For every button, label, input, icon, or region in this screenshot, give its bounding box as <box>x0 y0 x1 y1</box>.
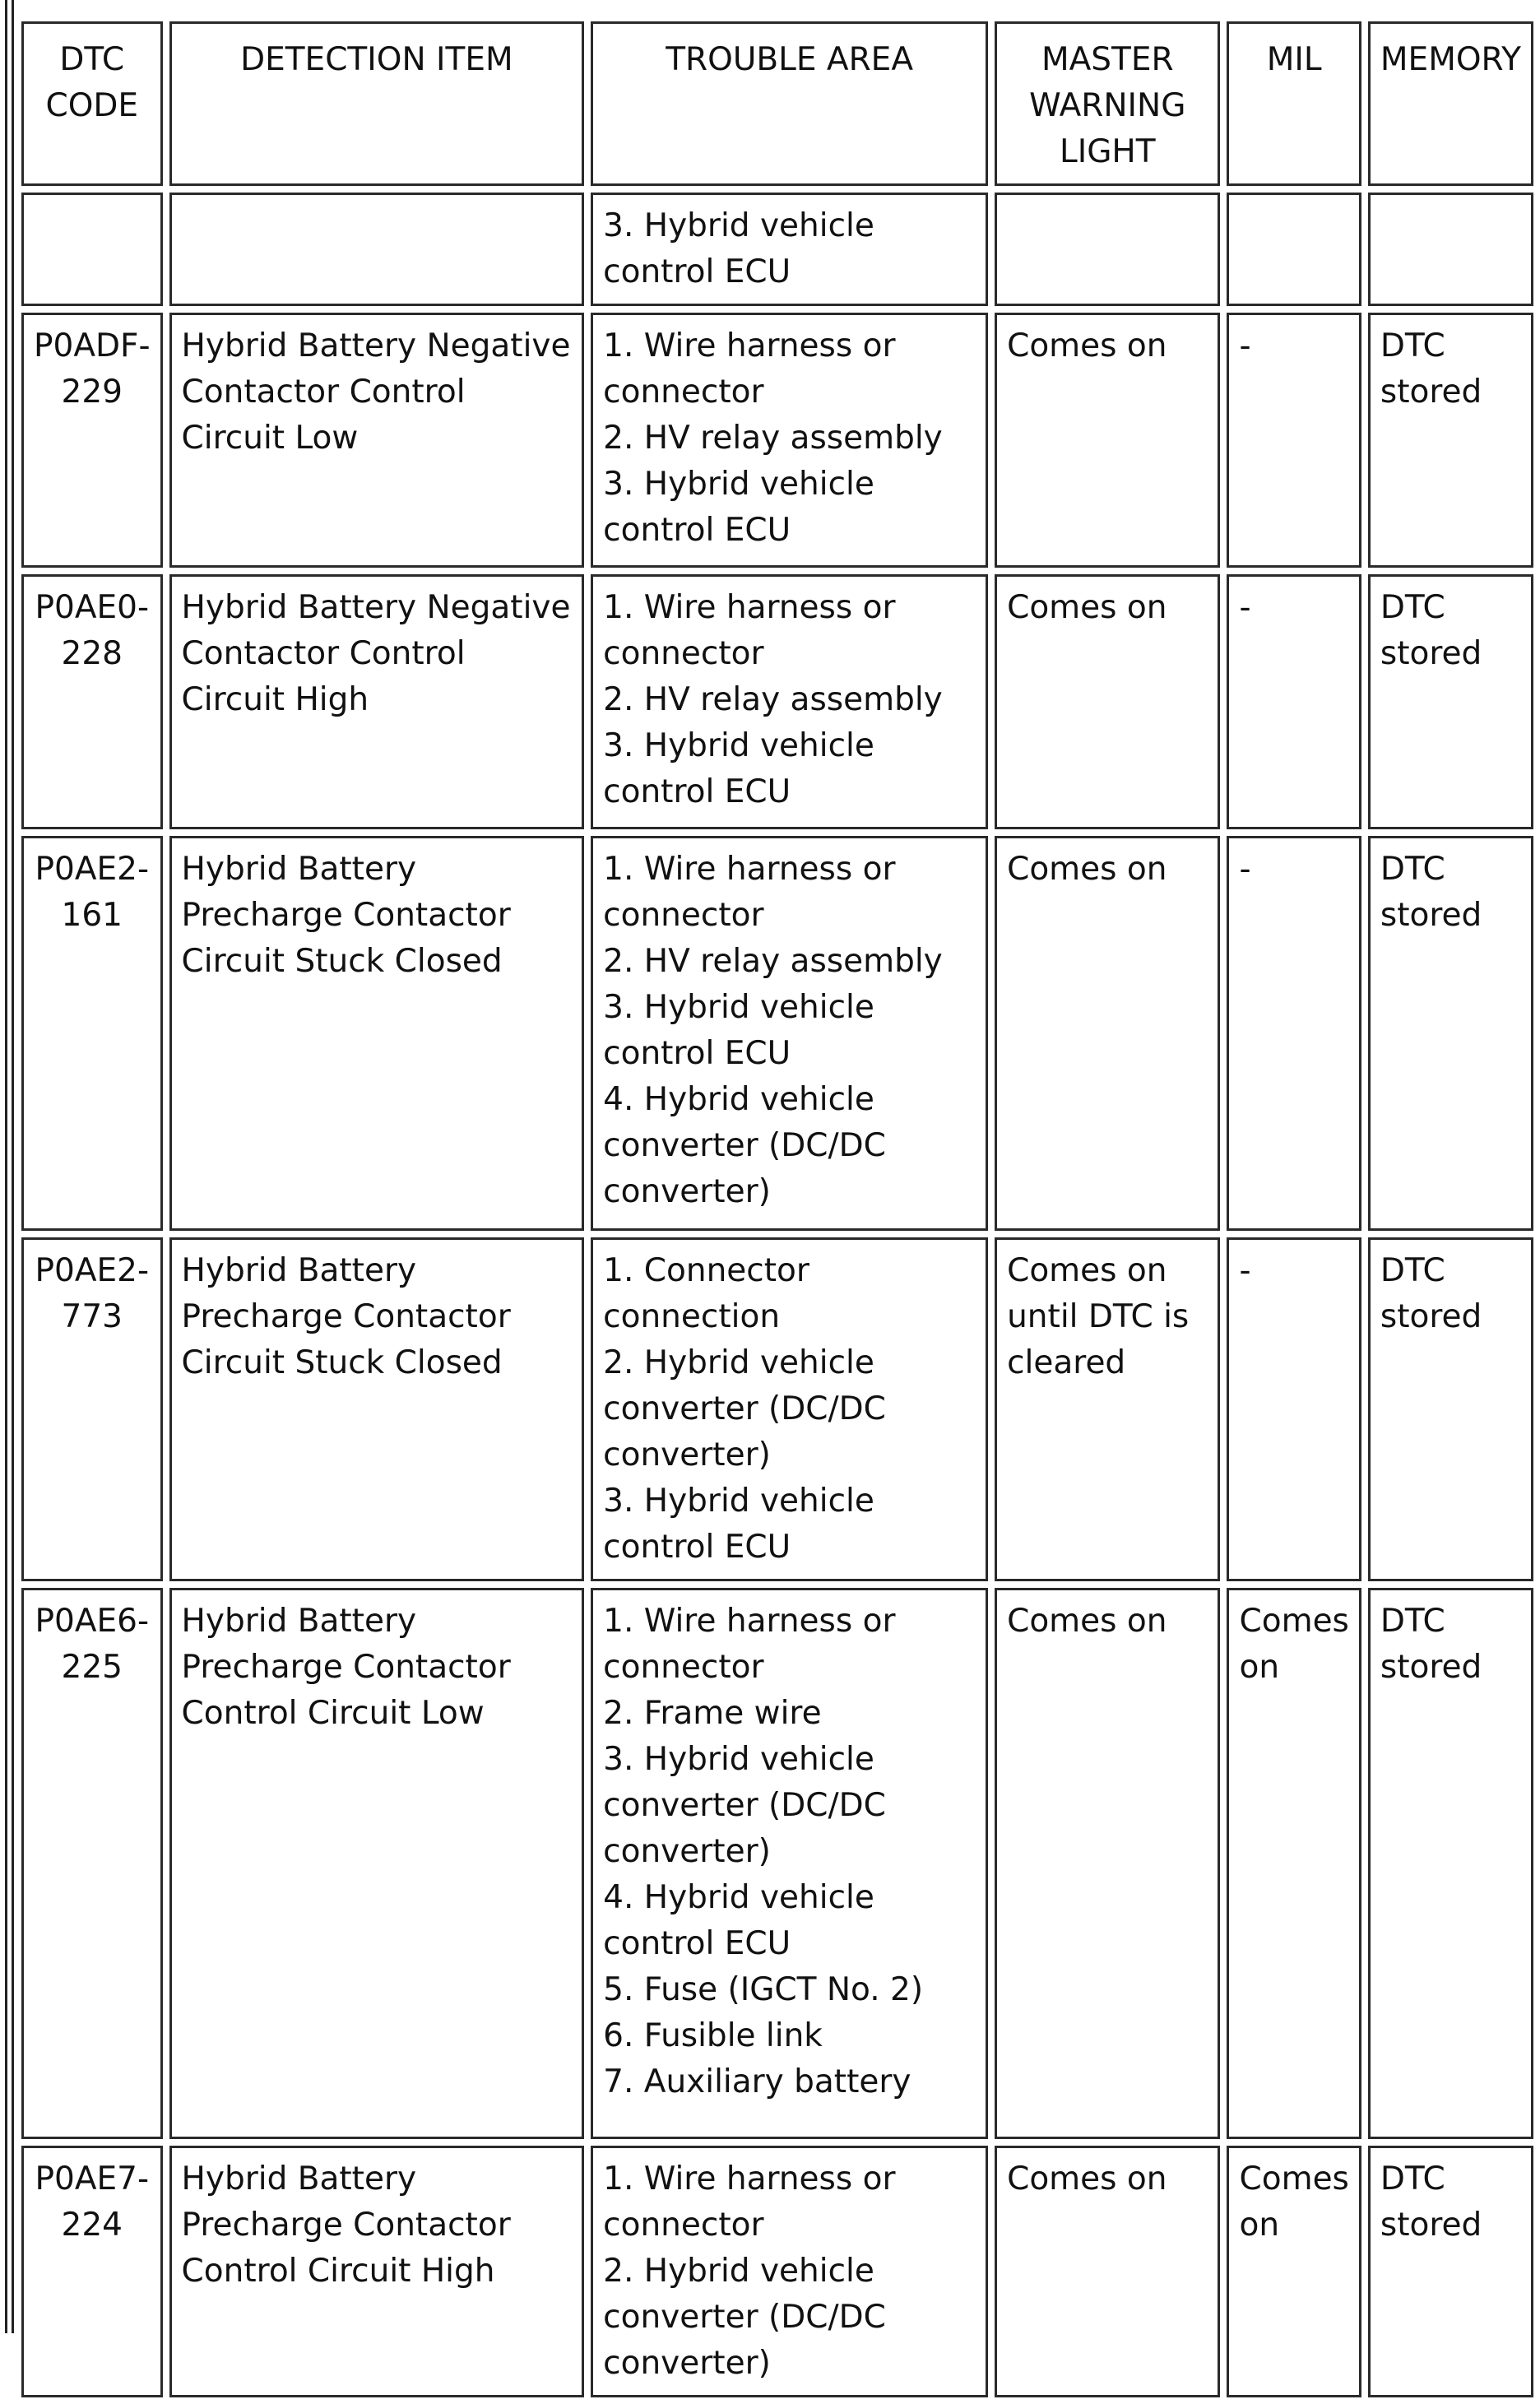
cell-detection-item: Hybrid Battery Precharge Contactor Control Circuit High <box>169 2146 585 2397</box>
cell-trouble-area <box>591 2146 988 2397</box>
header-row <box>21 21 1533 186</box>
trouble-line: 3. Hybrid vehicle control ECU <box>603 989 874 1072</box>
cell-detection-item: Hybrid Battery Negative Contactor Control Circuit High <box>169 574 585 829</box>
cell-master-warning-light: Comes on <box>995 2146 1220 2397</box>
trouble-line: 1. Wire harness or connector <box>603 589 896 672</box>
cell-dtc-code: P0ADF-229 <box>21 313 163 568</box>
trouble-line: 1. Wire harness or connector <box>603 2160 896 2244</box>
cell-master-warning-light: Comes on <box>995 313 1220 568</box>
trouble-line: 3. Hybrid vehicle control ECU <box>603 207 874 290</box>
header-memory: MEMORY <box>1368 21 1533 186</box>
trouble-line: 6. Fusible link <box>603 2017 823 2054</box>
cell-memory: DTC stored <box>1368 313 1533 568</box>
table-row <box>21 1588 1533 2139</box>
cell-dtc-code: P0AE6-225 <box>21 1588 163 2139</box>
trouble-line: 2. Frame wire <box>603 1695 822 1732</box>
table-row <box>21 574 1533 829</box>
cell-dtc-code: P0AE2-773 <box>21 1237 163 1581</box>
cell-master-warning-light: Comes on until DTC is cleared <box>995 1237 1220 1581</box>
cell-dtc-code: P0AE2-161 <box>21 836 163 1231</box>
table-row <box>21 2146 1533 2397</box>
trouble-line: 3. Hybrid vehicle control ECU <box>603 1483 874 1566</box>
trouble-line: 1. Wire harness or connector <box>603 327 896 411</box>
trouble-line: 3. Hybrid vehicle converter (DC/DC converter) <box>603 1741 886 1870</box>
cell-dtc-code: P0AE7-224 <box>21 2146 163 2397</box>
trouble-line: 3. Hybrid vehicle control ECU <box>603 727 874 810</box>
cell-mil: - <box>1227 313 1361 568</box>
cell-memory: DTC stored <box>1368 1588 1533 2139</box>
cell-memory: DTC stored <box>1368 2146 1533 2397</box>
cell-mil <box>1227 193 1361 306</box>
trouble-line: 1. Connector connection <box>603 1252 809 1335</box>
cell-item <box>169 193 585 306</box>
cell-detection-item: Hybrid Battery Precharge Contactor Circuit Stuck Closed <box>169 836 585 1231</box>
left-border-line <box>5 0 7 2333</box>
cell-trouble-area <box>591 1237 988 1581</box>
cell-mil: - <box>1227 574 1361 829</box>
cell-mil: Comes on <box>1227 2146 1361 2397</box>
cell-trouble-area <box>591 1588 988 2139</box>
cell-master-warning-light: Comes on <box>995 1588 1220 2139</box>
trouble-line: 4. Hybrid vehicle control ECU <box>603 1879 874 1962</box>
trouble-line: 5. Fuse (IGCT No. 2) <box>603 1971 924 2008</box>
cell-code <box>21 193 163 306</box>
cell-trouble-area <box>591 574 988 829</box>
cell-memory: DTC stored <box>1368 836 1533 1231</box>
trouble-line: 3. Hybrid vehicle control ECU <box>603 466 874 549</box>
header-master-warning-light: MASTER WARNING LIGHT <box>995 21 1220 186</box>
table-row <box>21 836 1533 1231</box>
dtc-table <box>15 15 1540 2404</box>
cell-detection-item: Hybrid Battery Negative Contactor Control Circuit Low <box>169 313 585 568</box>
cell-master <box>995 193 1220 306</box>
cell-dtc-code: P0AE0-228 <box>21 574 163 829</box>
header-mil: MIL <box>1227 21 1361 186</box>
cell-mil: Comes on <box>1227 1588 1361 2139</box>
cell-detection-item: Hybrid Battery Precharge Contactor Circuit Stuck Closed <box>169 1237 585 1581</box>
table-row <box>21 1237 1533 1581</box>
table-row <box>21 313 1533 568</box>
cell-trouble <box>591 193 988 306</box>
trouble-line: 2. Hybrid vehicle converter (DC/DC converter) <box>603 2253 886 2382</box>
cell-trouble-area <box>591 313 988 568</box>
left-border-line-inner <box>12 0 14 2333</box>
header-dtc-code: DTC CODE <box>21 21 163 186</box>
cell-master-warning-light: Comes on <box>995 836 1220 1231</box>
header-detection-item: DETECTION ITEM <box>169 21 585 186</box>
trouble-line: 2. HV relay assembly <box>603 943 943 980</box>
cell-memory: DTC stored <box>1368 1237 1533 1581</box>
cell-memory: DTC stored <box>1368 574 1533 829</box>
cell-memory <box>1368 193 1533 306</box>
cell-master-warning-light: Comes on <box>995 574 1220 829</box>
trouble-line: 2. Hybrid vehicle converter (DC/DC converter) <box>603 1344 886 1473</box>
header-trouble-area: TROUBLE AREA <box>591 21 988 186</box>
cell-detection-item: Hybrid Battery Precharge Contactor Control Circuit Low <box>169 1588 585 2139</box>
trouble-line: 2. HV relay assembly <box>603 681 943 718</box>
trouble-line: 2. HV relay assembly <box>603 420 943 457</box>
cell-mil: - <box>1227 1237 1361 1581</box>
table-row-continuation <box>21 193 1533 306</box>
cell-mil: - <box>1227 836 1361 1231</box>
cell-trouble-area <box>591 836 988 1231</box>
trouble-line: 7. Auxiliary battery <box>603 2063 911 2100</box>
trouble-line: 1. Wire harness or connector <box>603 1603 896 1686</box>
trouble-line: 4. Hybrid vehicle converter (DC/DC converter) <box>603 1081 886 1210</box>
trouble-line: 1. Wire harness or connector <box>603 851 896 934</box>
